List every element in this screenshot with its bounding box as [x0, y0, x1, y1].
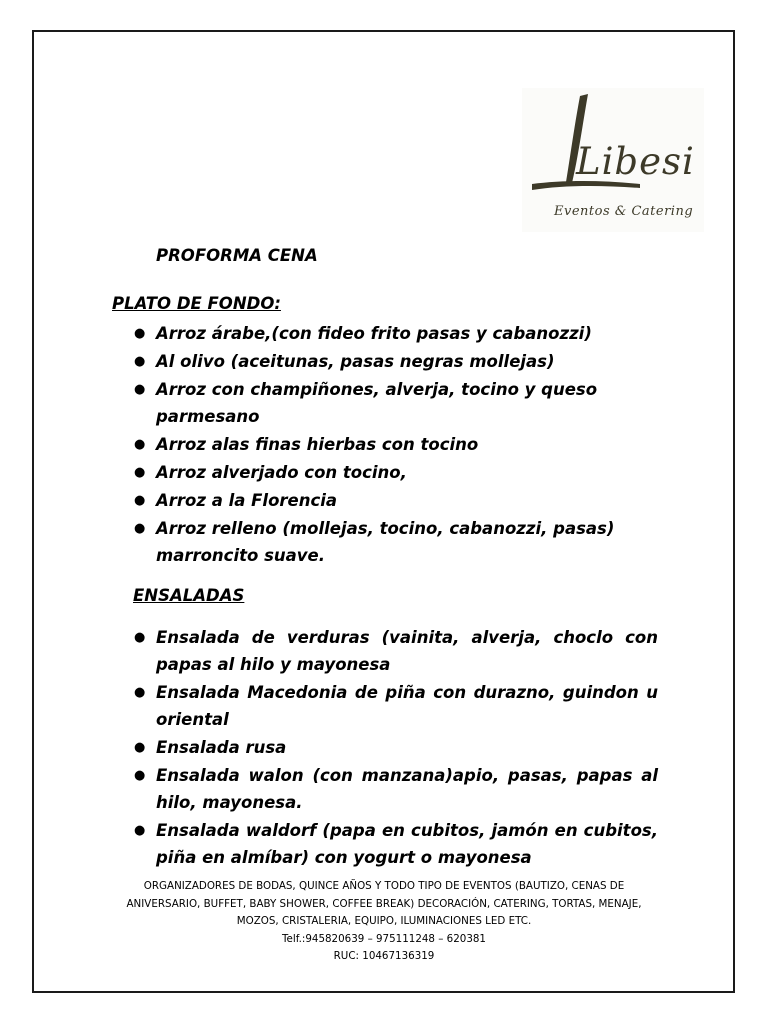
list-item: ● Ensalada waldorf (papa en cubitos, jamón en cubitos, piña en almíbar) con yogurt o mayonesa: [128, 817, 658, 871]
bullet-icon: ●: [134, 630, 146, 645]
footer-services-line-1: ORGANIZADORES DE BODAS, QUINCE AÑOS Y TODO TIPO DE EVENTOS (BAUTIZO, CENAS DE: [143, 880, 625, 892]
bullet-icon: ●: [134, 521, 146, 536]
bullet-icon: ●: [134, 354, 146, 369]
footer-phones: Telf.:945820639 – 975111248 – 620381: [282, 932, 486, 945]
list-item: ● Arroz árabe,(con fideo frito pasas y cabanozzi): [128, 320, 658, 347]
bullet-icon: ●: [134, 326, 146, 341]
bullet-icon: ●: [134, 382, 146, 397]
bullet-icon: ●: [134, 437, 146, 452]
list-item: ● Al olivo (aceitunas, pasas negras mollejas): [128, 348, 658, 375]
list-item: ● Arroz alas finas hierbas con tocino: [128, 431, 658, 458]
ensaladas-list: [128, 624, 658, 872]
bullet-icon: ●: [134, 823, 146, 838]
footer-services-line-3: MOZOS, CRISTALERIA, EQUIPO, ILUMINACIONES LED ETC.: [236, 915, 532, 927]
bullet-icon: ●: [134, 685, 146, 700]
brand-logo: [522, 88, 704, 232]
bullet-icon: ●: [134, 493, 146, 508]
list-item: ● Ensalada Macedonia de piña con durazno, guindon u oriental: [128, 679, 658, 733]
list-item: ● Ensalada de verduras (vainita, alverja, choclo con papas al hilo y mayonesa: [128, 624, 658, 678]
list-item: ● Arroz a la Florencia: [128, 487, 658, 514]
bullet-icon: ●: [134, 465, 146, 480]
logo-wordmark: Libesi: [576, 140, 695, 183]
document-title: PROFORMA CENA: [156, 246, 318, 265]
logo-tagline: Eventos & Catering: [554, 204, 694, 219]
bullet-icon: ●: [134, 768, 146, 783]
bullet-icon: ●: [134, 740, 146, 755]
section-heading-plato-de-fondo: PLATO DE FONDO:: [112, 294, 281, 313]
footer-services-line-2: ANIVERSARIO, BUFFET, BABY SHOWER, COFFEE BREAK) DECORACIÓN, CATERING, TORTAS, MENAJE,: [126, 897, 642, 910]
plato-de-fondo-list: [128, 320, 658, 570]
list-item: ● Ensalada rusa: [128, 734, 658, 761]
list-item: ● Arroz con champiñones, alverja, tocino y queso parmesano: [128, 376, 658, 430]
footer-ruc: RUC: 10467136319: [333, 950, 435, 962]
footer-contact: [100, 878, 668, 966]
list-item: ● Arroz alverjado con tocino,: [128, 459, 658, 486]
section-heading-ensaladas: ENSALADAS: [133, 586, 245, 605]
list-item: ● Arroz relleno (mollejas, tocino, cabanozzi, pasas) marroncito suave.: [128, 515, 658, 569]
list-item: ● Ensalada walon (con manzana)apio, pasas, papas al hilo, mayonesa.: [128, 762, 658, 816]
